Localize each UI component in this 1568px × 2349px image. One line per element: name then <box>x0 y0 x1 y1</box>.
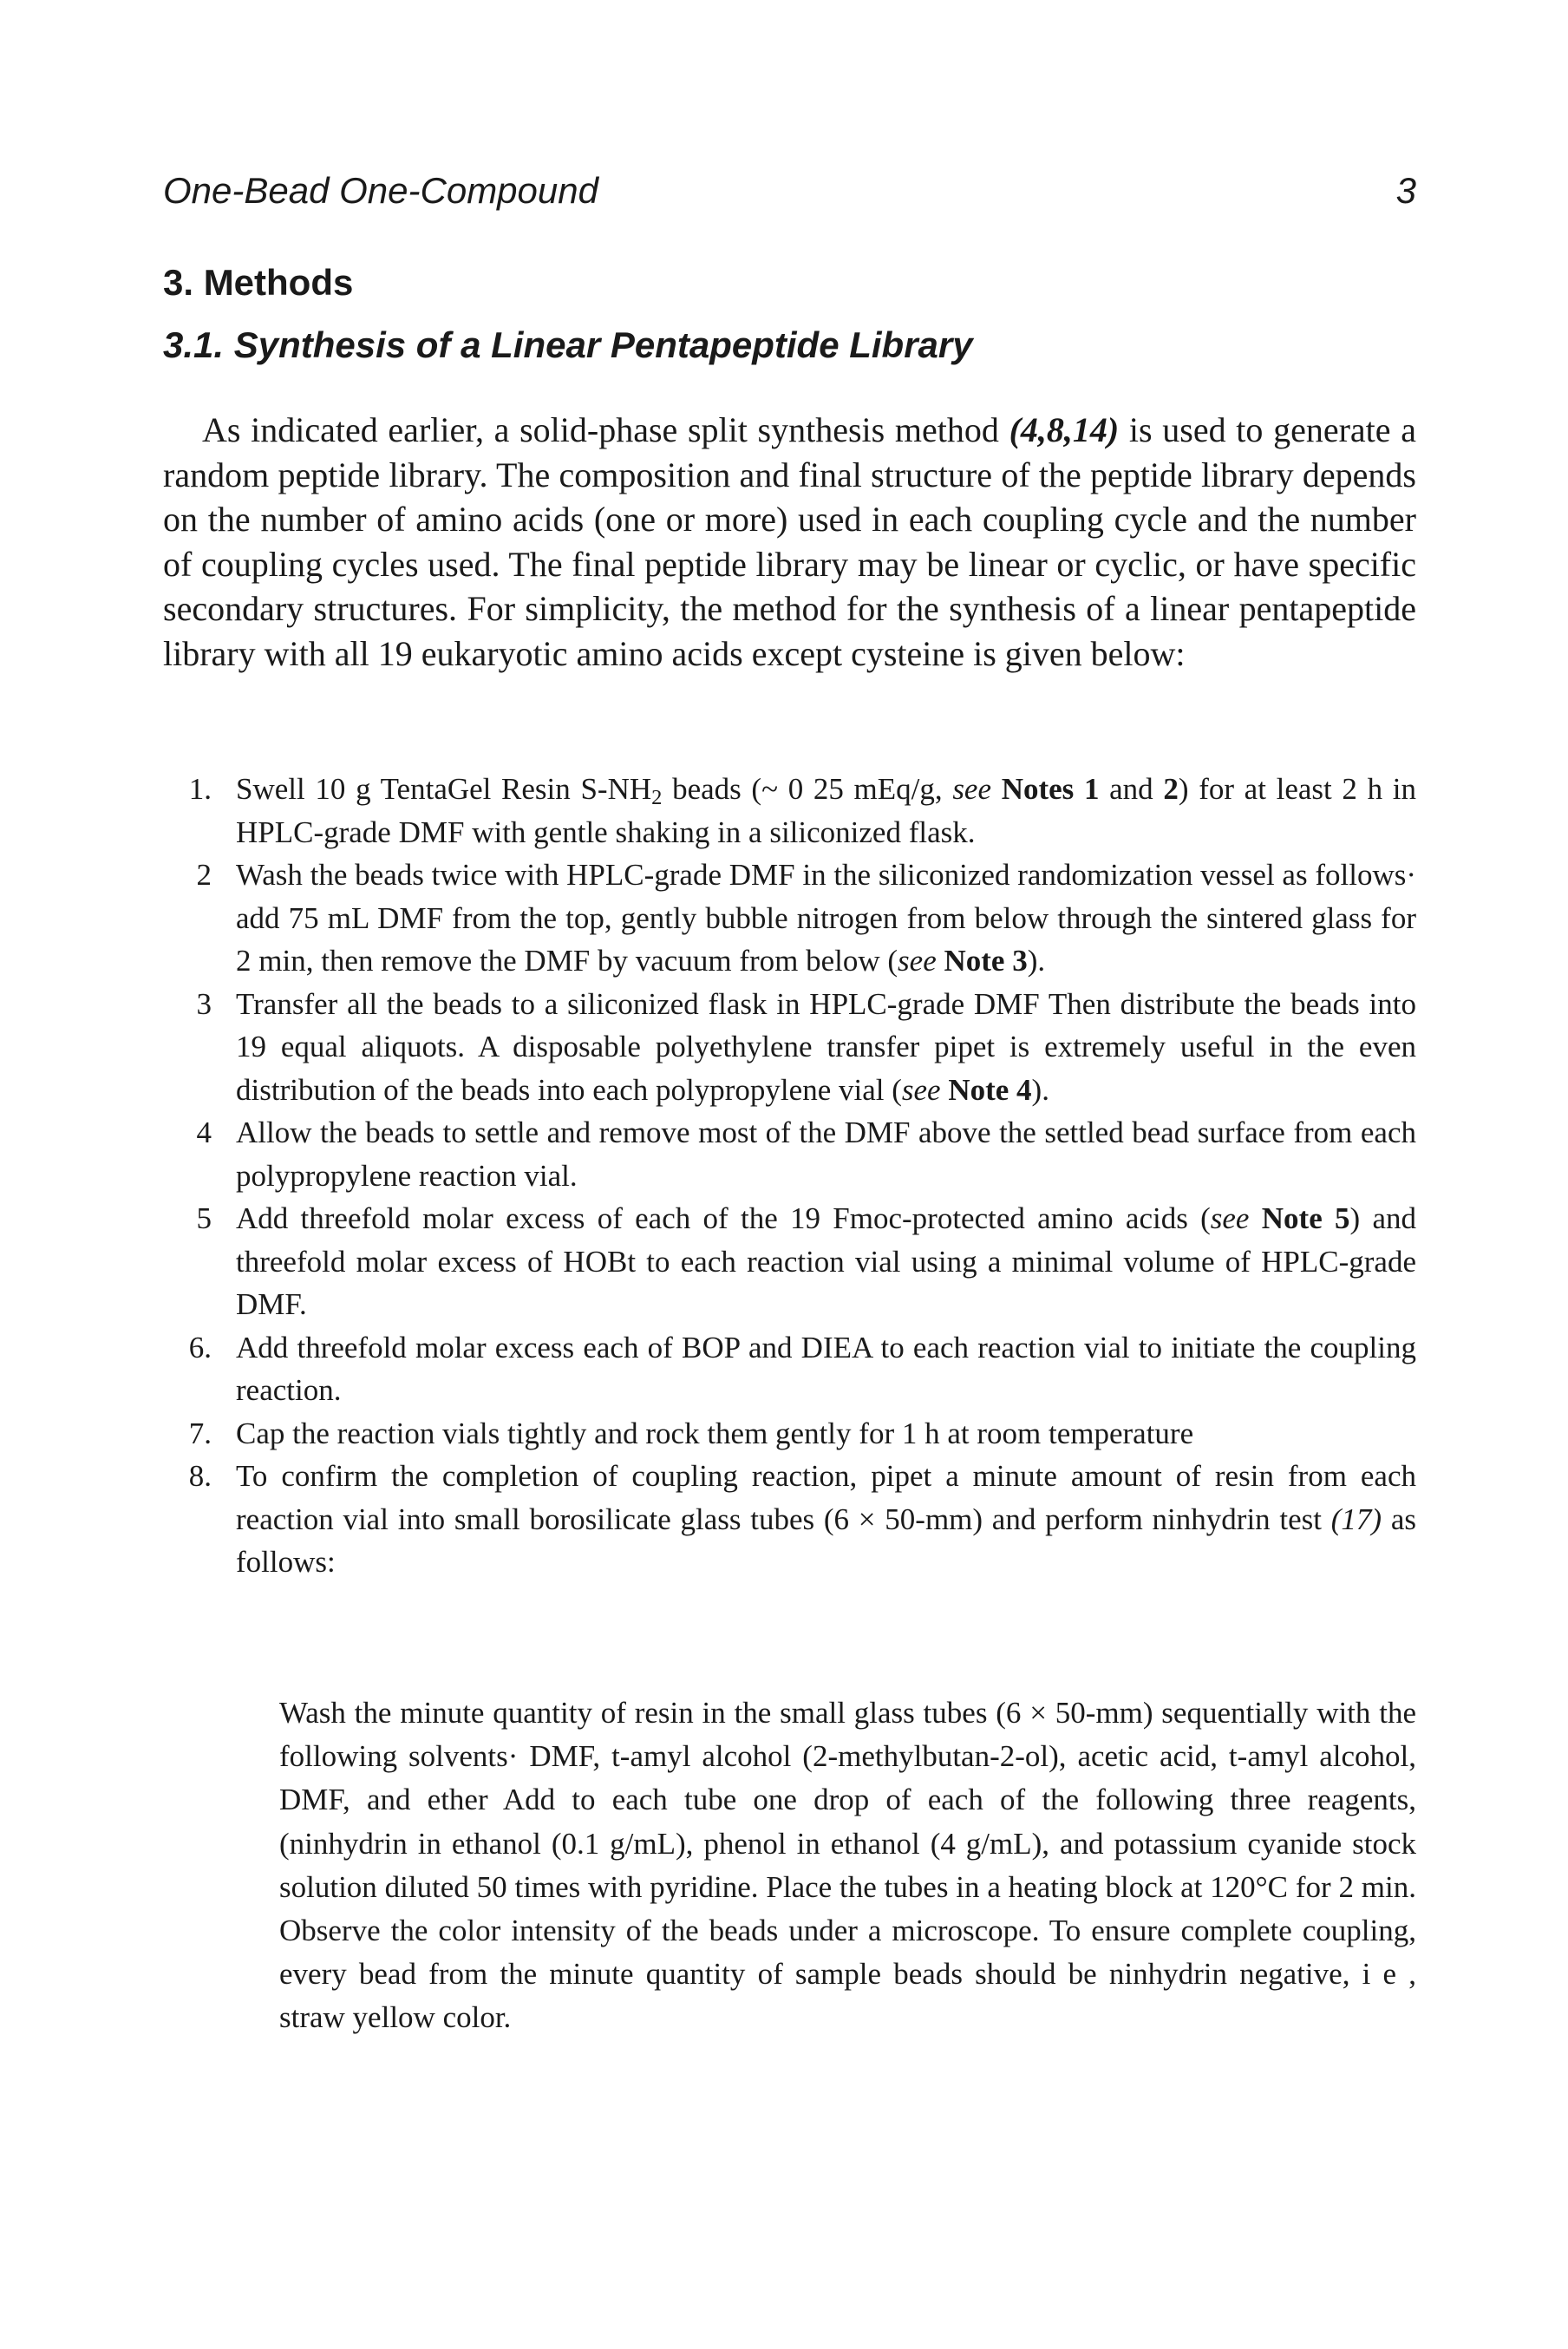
step-text: ). <box>1027 944 1046 978</box>
subsection-heading: 3.1. Synthesis of a Linear Pentapeptide Library <box>163 324 973 365</box>
intro-reference: (4,8,14) <box>1009 410 1120 449</box>
intro-paragraph <box>163 408 1416 676</box>
see-word: see <box>1210 1201 1250 1235</box>
step-text: Allow the beads to settle and remove most of the DMF above the settled bead surface from each polypropylene reaction vial. <box>236 1116 1416 1193</box>
step-text: ). <box>1031 1072 1049 1107</box>
intro-text-2: is used to generate a random peptide library. The composition and final structure of the peptide library depends on the number of amino acids (one or more) used in each coupling cycle and the number of coupling cycles used. The final peptide library may be linear or cyclic, or have specific secondary structures. For simplicity, the method for the synthesis of a linear pentapeptide library with all 19 eukaryotic amino acids except cysteine is given below: <box>163 410 1416 673</box>
steps-list <box>163 768 1416 1584</box>
running-header <box>163 165 1416 217</box>
see-word: see <box>898 944 937 978</box>
step-text: as follows: <box>236 1502 1417 1579</box>
note-ref: Note 5 <box>1249 1201 1350 1235</box>
note-ref: Note 4 <box>940 1072 1032 1107</box>
step-number: 8. <box>188 1459 212 1493</box>
step-text: beads (~ 0 25 mEq/g, <box>662 772 953 806</box>
note-ref: Note 3 <box>936 944 1028 978</box>
step-text: and <box>1099 772 1164 806</box>
step-text: Add threefold molar excess each of BOP and DIEA to each reaction vial to initiate the coupling reaction. <box>236 1330 1416 1407</box>
page-number: 3 <box>1395 170 1416 211</box>
section-heading: 3. Methods <box>163 262 354 303</box>
step-text: Transfer all the beads to a siliconized flask in HPLC-grade DMF Then distribute the beads into 19 equal aliquots. A disposable polyethylene transfer pipet is extremely useful in the even distribution of the beads into each polypropylene vial ( <box>236 986 1416 1107</box>
step-item <box>163 768 1416 854</box>
step-number: 6. <box>188 1330 212 1364</box>
step-number: 5 <box>196 1201 212 1235</box>
step-number: 2 <box>196 858 212 892</box>
reference: (17) <box>1330 1502 1382 1536</box>
step-item <box>163 1197 1416 1326</box>
note-ref: Notes 1 <box>991 772 1100 806</box>
step-number: 3 <box>196 986 212 1021</box>
step-item <box>163 854 1416 983</box>
step-text: ) for at least 2 h in HPLC-grade DMF with gentle shaking in a siliconized flask. <box>236 772 1417 849</box>
step-number: 7. <box>188 1416 212 1450</box>
step-text: Wash the beads twice with HPLC-grade DMF in the siliconized randomization vessel as follows· add 75 mL DMF from the top, gently bubble nitrogen from below through the sintered glass for 2 min, then remove the DMF by vacuum from below ( <box>236 858 1416 978</box>
intro-text-1: As indicated earlier, a solid-phase split synthesis method <box>202 410 1009 449</box>
step-item <box>163 983 1416 1112</box>
step-text: To confirm the completion of coupling reaction, pipet a minute amount of resin from each reaction vial into small borosilicate glass tubes (6 × 50-mm) and perform ninhydrin test <box>236 1459 1416 1536</box>
see-word: see <box>952 772 992 806</box>
step-text: Add threefold molar excess of each of the 19 Fmoc-protected amino acids ( <box>236 1201 1211 1235</box>
step-item <box>163 1111 1416 1197</box>
ninhydrin-procedure: Wash the minute quantity of resin in the small glass tubes (6 × 50-mm) sequentially with the following solvents· DMF, t-amyl alcohol (2-methylbutan-2-ol), acetic acid, t-amyl alcohol, DMF, and ether Add to each tube one drop of each of the following three reagents, (ninhydrin in ethanol (0.1 g/mL), phenol in ethanol (4 g/mL), and potassium cyanide stock solution diluted 50 times with pyridine. Place the tubes in a heating block at 120°C for 2 min. Observe the color intensity of the beads under a microscope. To ensure complete coupling, every bead from the minute quantity of sample beads should be ninhydrin negative, i e , straw yellow color. <box>279 1696 1416 2035</box>
step-number: 1. <box>188 772 212 806</box>
step-item <box>163 1412 1416 1456</box>
running-title: One-Bead One-Compound <box>163 170 598 211</box>
step-text: Swell 10 g TentaGel Resin S-NH <box>236 772 652 806</box>
step-text: Cap the reaction vials tightly and rock them gently for 1 h at room temperature <box>236 1416 1194 1450</box>
step-number: 4 <box>196 1116 212 1149</box>
step-text: ) and threefold molar excess of HOBt to each reaction vial using a minimal volume of HPLC-grade DMF. <box>236 1201 1416 1321</box>
step-item <box>163 1326 1416 1412</box>
subscript: 2 <box>651 786 663 810</box>
note-ref: 2 <box>1163 772 1179 806</box>
see-word: see <box>901 1072 941 1107</box>
step-item <box>163 1455 1416 1584</box>
